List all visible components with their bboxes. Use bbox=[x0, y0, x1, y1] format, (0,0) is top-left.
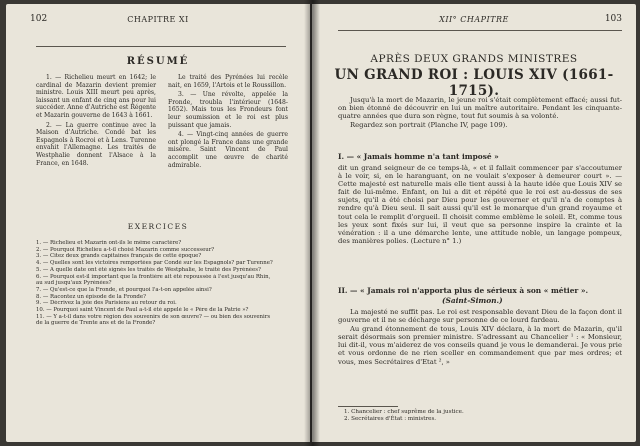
exercise-item: 6. — Pourquoi est-il important que la frontière ait été repoussée à l'est jusqu'au Rhin, bbox=[36, 273, 271, 280]
resume-column-2 bbox=[168, 74, 288, 171]
resume-paragraph: 2. — La guerre continue avec la Maison d'Autriche. Condé bat les Espagnols à Rocroi et à Lens. Turenne envahit l'Allemagne. Les traités de Westphalie donnent l'Alsace à la France, en 1648. bbox=[36, 121, 156, 167]
exercise-item: au sud jusqu'aux Pyrénées? bbox=[36, 280, 112, 287]
section-1-text bbox=[338, 164, 622, 246]
resume-column-1 bbox=[36, 74, 156, 169]
chapter-subtitle: APRÈS DEUX GRANDS MINISTRES bbox=[370, 53, 578, 65]
exercises-list bbox=[36, 240, 298, 327]
running-head-left: CHAPITRE XI bbox=[127, 15, 189, 24]
resume-title: RÉSUMÉ bbox=[126, 56, 190, 67]
paragraph: Regardez son portrait (Planche IV, page 109). bbox=[350, 121, 508, 130]
right-page bbox=[312, 4, 636, 442]
paragraph: Au grand étonnement de tous, Louis XIV déclara, à la mort de Mazarin, qu'il serait désormais son premier ministre. S'adressant au Chancelier ¹ : « Monsieur, lui dit-il, vous m'aiderez de vos conseils quand je vous le demanderai. Je vous prie et vous ordonne de ne rien sceller en commandement que par mes ordres; et vous, mes Secrétaires d'Etat ², » bbox=[338, 325, 622, 366]
footnote: 1. Chancelier : chef suprême de la justice. bbox=[344, 409, 464, 415]
exercise-item: 2. — Pourquoi Richelieu a-t-il choisi Mazarin comme successeur? bbox=[36, 246, 215, 253]
exercise-item: 4. — Quelles sont les victoires remportées par Condé sur les Espagnols? par Turenne? bbox=[36, 260, 273, 267]
section-heading-2: II. — « Jamais roi n'apporta plus de sérieux à son « métier ». bbox=[338, 286, 589, 295]
exercise-item: de la guerre de Trente ans et de la Fronde? bbox=[36, 320, 156, 327]
section-2-text bbox=[338, 308, 622, 367]
exercise-item: 3. — Citez deux grands capitaines français de cette époque? bbox=[36, 253, 202, 260]
exercise-item: 10. — Pourquoi saint Vincent de Paul a-t-il été appelé le « Père de la Patrie »? bbox=[36, 307, 249, 314]
page-number-left: 102 bbox=[30, 14, 48, 24]
footnote-divider bbox=[338, 406, 398, 407]
section-2-attribution: (Saint-Simon.) bbox=[442, 296, 503, 305]
divider bbox=[338, 30, 622, 31]
resume-paragraph: Le traité des Pyrénées lui recèle nait, en 1659, l'Artois et le Roussillon. bbox=[168, 74, 288, 89]
exercise-item: 9. — Décrivez la joie des Parisiens au retour du roi. bbox=[36, 300, 177, 307]
exercise-item: 7. — Qu'est-ce que la Fronde, et pourquoi l'a-t-on appelée ainsi? bbox=[36, 286, 212, 293]
divider bbox=[36, 46, 286, 47]
intro-text bbox=[338, 96, 622, 130]
section-heading-1: I. — « Jamais homme n'a tant imposé » bbox=[338, 152, 499, 161]
footnote: 2. Secrétaires d'État : ministres. bbox=[344, 416, 437, 422]
exercises-title: EXERCICES bbox=[127, 222, 189, 231]
exercise-item: 1. — Richelieu et Mazarin ont-ils le même caractère? bbox=[36, 240, 182, 246]
book-gutter bbox=[304, 0, 320, 446]
chapter-title: UN GRAND ROI : LOUIS XIV (1661-1715). bbox=[334, 67, 614, 99]
resume-paragraph: 4. — Vingt-cinq années de guerre ont plongé la France dans une grande misère. Saint Vincent de Paul accomplit une œuvre de charité admirable. bbox=[168, 131, 288, 169]
resume-paragraph: 3. — Une révolte, appelée la Fronde, troubla l'intérieur (1648-1652). Mais tous les Frondeurs font leur soumission et le roi est plus puissant que jamais. bbox=[168, 91, 288, 129]
exercise-item: 8. — Racontez un épisode de la Fronde? bbox=[36, 293, 146, 300]
page-number-right: 103 bbox=[604, 14, 622, 24]
exercise-item: 11. — Y a-t-il dans votre région des souvenirs de son œuvre? — ou bien des souvenirs bbox=[36, 313, 271, 320]
resume-paragraph: 1. — Richelieu meurt en 1642; le cardinal de Mazarin devient premier ministre. Louis XIII meurt peu après, laissant un enfant de cinq ans pour lui succéder. Anne d'Autriche est Régente et Mazarin gouverne de 1643 à 1661. bbox=[36, 74, 156, 119]
running-head-right: XII° CHAPITRE bbox=[439, 15, 509, 24]
paragraph: dit un grand seigneur de ce temps-là, « et il fallait commencer par s'accoutumer à le voir, si, en le haranguant, on ne voulait s'exposer à demeurer court ». — Cette majesté est naturelle mais elle tient aussi à la haute idée que Louis XIV se fait de lui-même. Enfant, on lui a dit et répété que le roi est au-dessus de ses sujets, qu'il a été choisi par Dieu pour les gouverner et qu'il n'a de comptes à rendre qu'à Dieu seul. Il sait aussi qu'il est le monarque d'un grand royaume et tout cela le remplit d'orgueil. Il choisit comme emblème le soleil. Et, comme tous les yeux sont fixés sur lui, il veut que sa personne inspire la crainte et la vénération : il a une démarche lente, une attitude noble, un langage pompeux, des manières polies. (Lecture n° 1.) bbox=[338, 164, 622, 245]
exercise-item: 5. — A quelle date ont été signés les traités de Westphalie, le traité des Pyrénées? bbox=[36, 266, 261, 273]
paragraph: La majesté ne suffit pas. Le roi est responsable devant Dieu de la façon dont il gouverne et il ne se décharge sur personne de ce lourd fardeau. bbox=[338, 308, 622, 325]
footnotes bbox=[344, 409, 614, 423]
left-page bbox=[6, 4, 310, 442]
paragraph: Jusqu'à la mort de Mazarin, le jeune roi s'était complètement effacé; aussi fut-on bien étonné de découvrir en lui un maître autoritaire. Pendant les cinquante-quatre années que dura son règne, tout fut soumis à sa volonté. bbox=[338, 96, 622, 121]
